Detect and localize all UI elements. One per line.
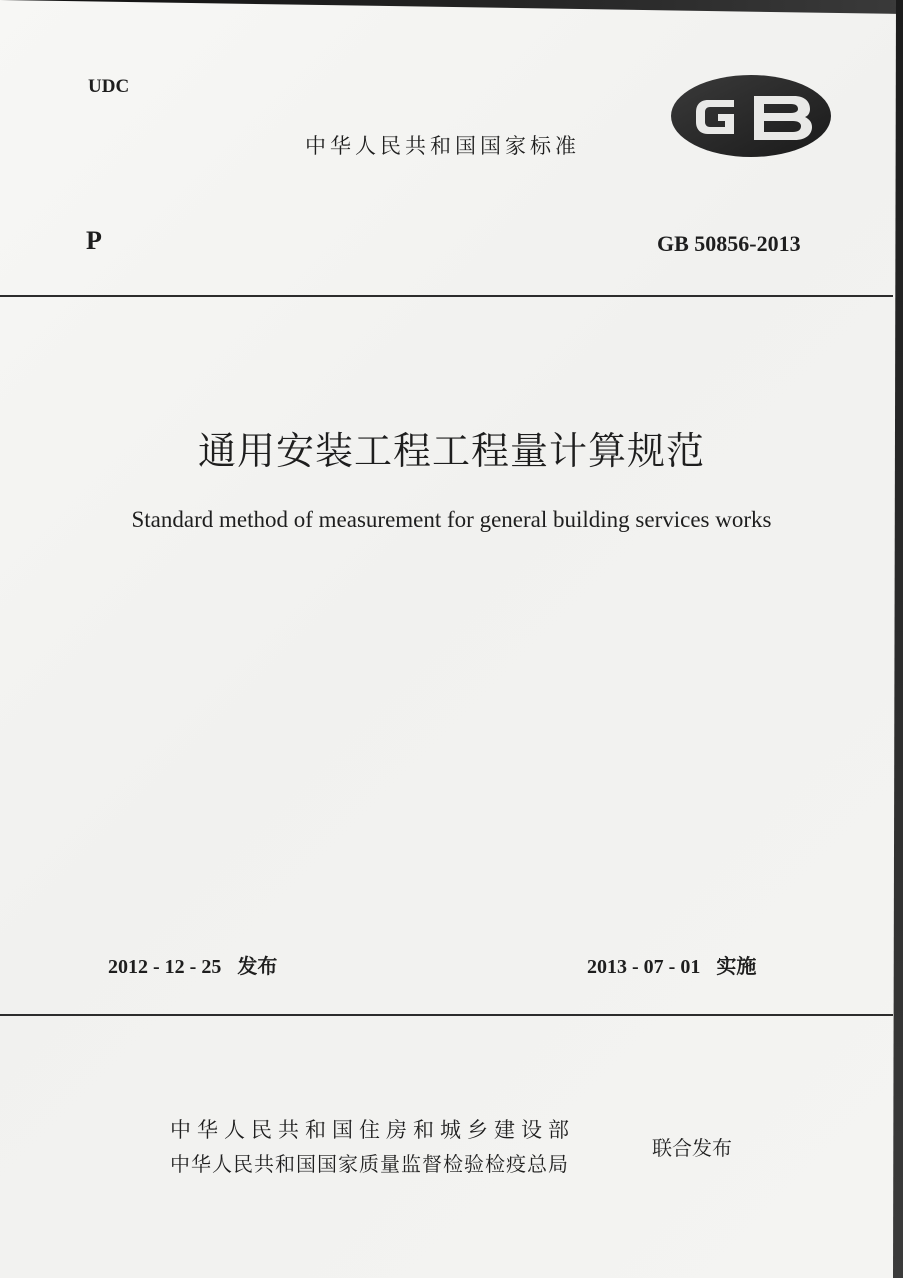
implement-date-line bbox=[587, 950, 756, 979]
issue-label: 发布 bbox=[237, 954, 278, 978]
publisher-aqsiq: 中华人民共和国国家质量监督检验检疫总局 bbox=[170, 1152, 569, 1176]
udc-label: UDC bbox=[88, 76, 130, 97]
issue-date-line bbox=[108, 950, 277, 979]
scan-shadow-top bbox=[0, 0, 903, 14]
title-chinese: 通用安装工程工程量计算规范 bbox=[197, 431, 705, 473]
implement-date: 2013 - 07 - 01 bbox=[587, 956, 701, 978]
issue-date: 2012 - 12 - 25 bbox=[108, 956, 222, 978]
top-divider bbox=[0, 295, 893, 297]
standard-number: GB 50856-2013 bbox=[657, 231, 801, 256]
bottom-divider bbox=[0, 1014, 893, 1016]
title-english: Standard method of measurement for general building services works bbox=[131, 507, 772, 532]
gb-logo bbox=[670, 74, 832, 158]
implement-label: 实施 bbox=[716, 954, 757, 978]
category-code: P bbox=[86, 226, 102, 255]
scan-shadow-right bbox=[893, 0, 903, 1278]
issuing-category: 中华人民共和国国家标准 bbox=[305, 134, 580, 158]
publisher-ministry: 中华人民共和国住房和城乡建设部 bbox=[170, 1118, 575, 1142]
joint-publish-label: 联合发布 bbox=[652, 1136, 732, 1160]
